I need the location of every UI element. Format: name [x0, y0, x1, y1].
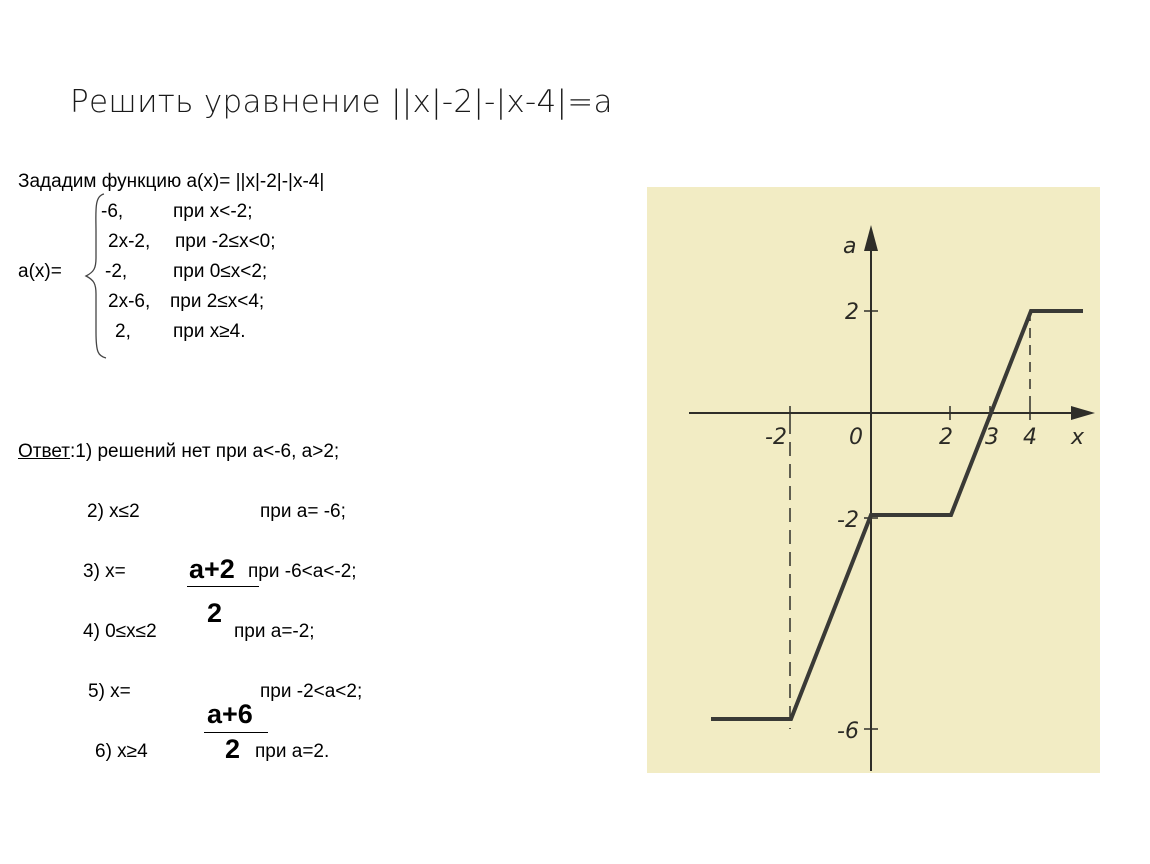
answer-item-lead: 2) x≤2	[87, 501, 140, 522]
answer-item-cond: при -2<a<2;	[260, 681, 363, 702]
answer-line-1	[18, 442, 339, 461]
case-cond: при -2≤x<0;	[175, 231, 276, 252]
answer-item-cond: при a=2.	[255, 741, 330, 762]
fraction-bar	[204, 732, 268, 733]
x-tick-label: 0	[849, 425, 863, 450]
answer-item-lead: 5) x=	[88, 681, 131, 702]
answer-item-cond: при -6<a<-2;	[248, 561, 357, 582]
case-cond: при 0≤x<2;	[173, 261, 268, 282]
definition-lhs: a(x)=	[18, 261, 62, 282]
x-axis-arrow-icon	[1071, 406, 1095, 420]
fraction-denominator: 2	[207, 598, 223, 628]
case-cond: при x≥4.	[173, 321, 246, 342]
case-expr: -2,	[105, 261, 128, 282]
slide-title: Решить уравнение ||x|-2|-|x-4|=a	[70, 84, 613, 120]
answer-item-cond: при a=-2;	[234, 621, 315, 642]
case-expr: 2x-2,	[108, 231, 151, 252]
x-tick-label: 2	[939, 425, 953, 450]
answer-label: Ответ	[18, 441, 70, 462]
fraction-bar	[187, 586, 259, 587]
y-tick-label: 2	[845, 300, 859, 325]
graph-canvas	[647, 187, 1100, 773]
case-expr: 2,	[115, 321, 131, 342]
case-cond: при 2≤x<4;	[170, 291, 265, 312]
case-expr: -6,	[101, 201, 124, 222]
case-cond: при x<-2;	[173, 201, 253, 222]
answer-item-cond: при a= -6;	[260, 501, 346, 522]
function-polyline	[711, 311, 1083, 719]
case-expr: 2x-6,	[108, 291, 151, 312]
answer-item-lead: :1) решений нет при a<-6, a>2;	[70, 441, 340, 462]
definition-intro: Зададим функцию a(x)= ||x|-2|-|x-4|	[18, 171, 325, 192]
y-axis-label: a	[843, 234, 857, 259]
function-graph	[647, 187, 1100, 773]
answer-item-lead: 4) 0≤x≤2	[83, 621, 157, 642]
fraction-numerator: a+2	[189, 554, 235, 584]
y-axis-arrow-icon	[864, 225, 878, 251]
x-axis-label: x	[1071, 425, 1085, 450]
y-tick-label: -6	[837, 719, 859, 744]
fraction-denominator: 2	[225, 734, 241, 764]
fraction-numerator: a+6	[207, 699, 253, 729]
answer-item-lead: 6) x≥4	[95, 741, 148, 762]
answer-item-lead: 3) x=	[83, 561, 126, 582]
x-tick-label: 3	[985, 425, 999, 450]
x-tick-label: 4	[1023, 425, 1037, 450]
y-tick-label: -2	[837, 508, 859, 533]
x-tick-label: -2	[765, 425, 787, 450]
